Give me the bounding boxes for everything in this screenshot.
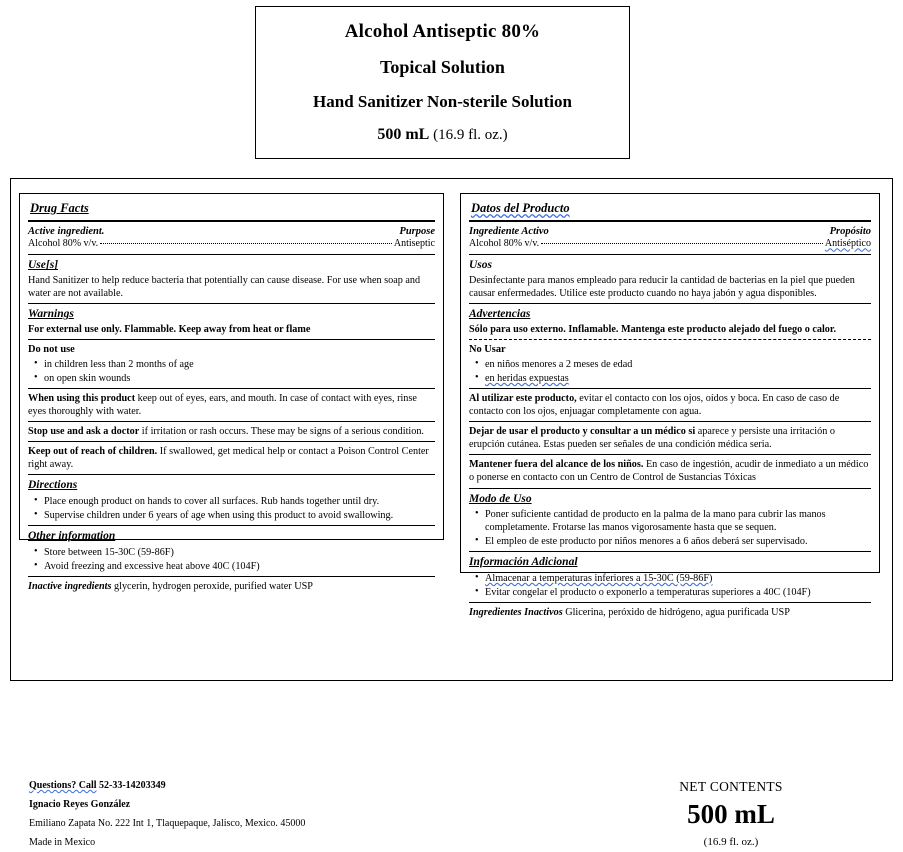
net-contents-label: NET CONTENTS (679, 779, 783, 794)
active-ingredient-value: Alcohol 80% v/v. (28, 238, 99, 250)
questions-label: Questions? Call (29, 780, 97, 791)
leader-dots (541, 243, 823, 244)
ingrediente-activo-label: Ingrediente Activo (469, 226, 549, 237)
drug-facts-panel (19, 193, 444, 593)
ingredientes-inactivos-text: Glicerina, peróxido de hidrógeno, agua purificada USP (562, 607, 790, 619)
ingrediente-activo-value: Alcohol 80% v/v. (469, 238, 540, 250)
leader-dots (100, 243, 392, 244)
list-item: • Evitar congelar el producto o exponerlo a temperaturas superiores a 40C (104F) (485, 586, 871, 599)
ingredientes-inactivos (469, 606, 871, 619)
uses-title: Use[s] (28, 259, 59, 272)
manufacturer-name: Ignacio Reyes González (29, 799, 131, 810)
ingredientes-inactivos-label: Ingredientes Inactivos (469, 607, 563, 619)
label-body (10, 178, 893, 848)
when-using-text: keep out of eyes, ears, and mouth. In case of contact with eyes, rinse eyes thoroughly with water. (28, 393, 417, 418)
proposito-label: Propósito (829, 226, 871, 237)
list-item-text: Almacenar a temperaturas inferiores a 15-30C (59-86F) (485, 573, 713, 585)
list-item: • on open skin wounds (44, 372, 435, 385)
purpose-label: Purpose (399, 226, 435, 237)
product-subtitle: Hand Sanitizer Non-sterile Solution (313, 92, 572, 111)
dejar-de-usar (469, 425, 871, 451)
do-not-use-title: Do not use (28, 343, 75, 355)
drug-facts-heading: Drug Facts (30, 201, 89, 215)
purpose-value: Antiseptic (393, 238, 435, 250)
other-information-title: Other information (28, 530, 116, 543)
modo-de-uso-title: Modo de Uso (469, 492, 532, 505)
al-utilizar-text: evitar el contacto con los ojos, oídos y boca. En caso de caso de contacto con los ojos, enjuagar completamente con agua. (469, 393, 840, 418)
ingrediente-activo-row (469, 238, 871, 251)
active-ingredient-label: Active ingredient. (28, 226, 105, 237)
informacion-adicional-title: Información Adicional (469, 556, 578, 569)
list-item: • in children less than 2 months of age (44, 358, 435, 371)
stop-use-label: Stop use and ask a doctor (28, 426, 140, 438)
questions-phone: 52-33-14203349 (96, 780, 166, 791)
directions-title: Directions (28, 479, 78, 492)
product-form: Topical Solution (380, 57, 505, 77)
list-item: • Supervise children under 6 years of age when using this product to avoid swallowing. (44, 509, 435, 522)
list-item: • en heridas expuestas (485, 372, 871, 385)
manufacturer-info (29, 776, 449, 852)
product-name: Alcohol Antiseptic 80% (344, 21, 541, 42)
mantener-fuera-label: Mantener fuera del alcance de los niños. (469, 459, 644, 471)
advertencias-title: Advertencias (469, 308, 531, 321)
product-volume-value: 500 mL (377, 126, 430, 143)
when-using-label: When using this product (28, 393, 136, 405)
stop-use (28, 425, 435, 438)
warnings-title: Warnings (28, 308, 74, 321)
product-title-panel (255, 6, 630, 159)
other-information-list (28, 546, 435, 573)
active-ingredient-row (28, 238, 435, 251)
list-item (485, 572, 871, 585)
inactive-ingredients-text: glycerin, hydrogen peroxide, purified water USP (111, 581, 313, 593)
keep-out-label: Keep out of reach of children. (28, 446, 158, 458)
manufacturer-address: Emiliano Zapata No. 222 Int 1, Tlaquepaque, Jalisco, Mexico. 45000 (29, 818, 306, 829)
datos-heading: Datos del Producto (471, 201, 570, 215)
directions-list (28, 495, 435, 522)
net-contents-oz: (16.9 fl. oz.) (703, 836, 759, 848)
keep-out-text: If swallowed, get medical help or contact a Poison Control Center right away. (28, 446, 429, 471)
list-item: • Place enough product on hands to cover all surfaces. Rub hands together until dry. (44, 495, 435, 508)
questions-line (29, 776, 449, 795)
when-using-product (28, 392, 435, 418)
inactive-ingredients (28, 580, 435, 593)
keep-out-of-reach (28, 445, 435, 471)
uses-text: Hand Sanitizer to help reduce bacteria that potentially can cause disease. For use when soap and water are not available. (28, 274, 421, 299)
advertencias-text: Sólo para uso externo. Inflamable. Mantenga este producto alejado del fuego o calor. (469, 323, 837, 335)
al-utilizar-label: Al utilizar este producto, (469, 393, 577, 405)
dejar-de-usar-text: aparece y persiste una irritación o erupción cutánea. Estas pueden ser señales de una condición médica seria. (469, 426, 835, 451)
mantener-fuera-text: En caso de ingestión, acudir de inmediato a un médico o ponerse en contacto con un Centro de Control de Sustancias Tóxicas (469, 459, 869, 484)
net-contents-value: 500 mL (687, 799, 775, 829)
usos-text: Desinfectante para manos empleado para reducir la cantidad de bacterias en la piel que pueden causar enfermedades. Utilice este producto cuando no haya jabón y agua disponibles. (469, 274, 855, 299)
product-volume (377, 126, 507, 144)
list-item: • El empleo de este producto por niños menores a 6 años deberá ser supervisado. (485, 535, 871, 548)
al-utilizar (469, 392, 871, 418)
mantener-fuera (469, 458, 871, 484)
informacion-adicional-list (469, 572, 871, 599)
warnings-text: For external use only. Flammable. Keep away from heat or flame (28, 323, 311, 335)
list-item: • Poner suficiente cantidad de producto en la palma de la mano para cubrir las manos completamente. Frotarse las manos vigorosamente hasta que se sequen. (485, 508, 871, 534)
list-item: • en niños menores a 2 meses de edad (485, 358, 871, 371)
product-volume-oz: (16.9 fl. oz.) (429, 127, 508, 143)
dejar-de-usar-label: Dejar de usar el producto y consultar a un médico si (469, 426, 696, 438)
proposito-value: Antiséptico (824, 238, 871, 250)
made-in: Made in Mexico (29, 837, 96, 848)
inactive-ingredients-label: Inactive ingredients (28, 581, 112, 593)
no-usar-list (469, 358, 871, 385)
do-not-use-list (28, 358, 435, 385)
modo-de-uso-list (469, 508, 871, 548)
usos-title: Usos (469, 259, 493, 272)
list-item: • Store between 15-30C (59-86F) (44, 546, 435, 559)
stop-use-text: if irritation or rash occurs. These may be signs of a serious condition. (139, 426, 424, 438)
list-item: • Avoid freezing and excessive heat above 40C (104F) (44, 560, 435, 573)
datos-producto-panel (460, 193, 880, 619)
no-usar-title: No Usar (469, 343, 506, 355)
net-contents-block (571, 779, 891, 848)
